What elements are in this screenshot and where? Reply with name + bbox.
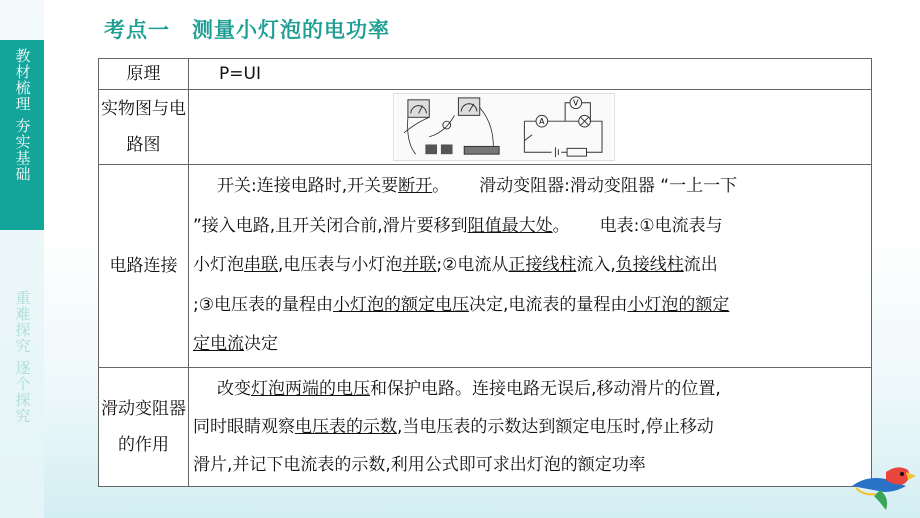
text-fragment: ;②电流从 (436, 255, 509, 275)
keyword-underlined: 阻值最大处 (467, 215, 553, 236)
diagram-cell (189, 90, 872, 165)
text-fragment: 。 (432, 176, 450, 196)
parrot-icon (846, 452, 918, 512)
circuit-diagram-image (393, 93, 615, 161)
page-title (104, 14, 390, 44)
circuit-connection-label: 电路连接 (99, 165, 189, 368)
keyword-underlined: 负接线柱 (615, 255, 684, 275)
text-fragment: ”接入电路,且开关闭合前,滑片要移到 (193, 215, 468, 236)
table-row (99, 165, 872, 368)
text-fragment: 决定 (244, 334, 278, 354)
keyword-underlined: 串联 (244, 255, 278, 275)
text-fragment: 小灯泡 (193, 255, 244, 275)
text-fragment: 电表:①电流表与 (599, 215, 723, 236)
svg-text:V: V (573, 98, 579, 108)
text-fragment: ,电压表与小灯泡 (278, 255, 403, 275)
svg-text:A: A (539, 117, 545, 127)
rheostat-role-label: 滑动变阻器的作用 (99, 367, 189, 486)
text-fragment: ;③电压表的量程由 (193, 294, 333, 315)
side-tab-basics-label: 教材梳理 夯实基础 (13, 48, 32, 182)
text-fragment: 改变 (217, 378, 251, 399)
diagram-label-text: 实物图与电路图 (101, 99, 186, 155)
diagram-label (99, 90, 189, 165)
title-point-label: 考点一 (104, 18, 170, 42)
principle-value: P=UI (189, 59, 872, 90)
keyword-underlined: 灯泡两端的电压 (251, 378, 370, 399)
side-tab-explore[interactable] (0, 290, 44, 470)
text-fragment: 开关:连接电路时,开关要 (217, 176, 399, 196)
content-table (98, 58, 872, 487)
text-fragment: 决定,电流表的量程由 (468, 294, 628, 315)
text-fragment: 流出 (683, 255, 718, 275)
keyword-underlined: 小灯泡的额定电压 (332, 294, 469, 315)
keyword-underlined: 并联 (402, 255, 437, 275)
keyword-underlined: 定电流 (193, 334, 244, 354)
side-navigation (0, 0, 44, 518)
principle-label: 原理 (99, 59, 189, 90)
keyword-underlined: 小灯泡的额定 (627, 294, 730, 315)
side-tab-explore-label: 重难探究 逐个探究 (13, 290, 32, 424)
title-text: 测量小灯泡的电功率 (192, 18, 390, 42)
text-fragment: 。 (552, 215, 570, 236)
table-row (99, 59, 872, 90)
text-fragment: ,当电压表的示数达到额定电压时,停止移动 (397, 416, 714, 437)
table-row (99, 90, 872, 165)
keyword-underlined: 正接线柱 (508, 255, 577, 275)
text-fragment: 和保护电路。连接电路无误后,移动滑片的位置, (370, 378, 721, 399)
rheostat-role-text (189, 367, 872, 486)
keyword-underlined: 断开 (398, 176, 433, 196)
table-row (99, 367, 872, 486)
side-tab-basics[interactable] (0, 40, 44, 230)
keyword-underlined: 电压表的示数 (295, 416, 397, 437)
text-fragment: 流入, (576, 255, 616, 275)
text-fragment: 同时眼睛观察 (193, 416, 295, 437)
text-fragment: 滑片,并记下电流表的示数,利用公式即可求出灯泡的额定功率 (193, 454, 646, 475)
circuit-connection-text (189, 165, 872, 368)
text-fragment: 滑动变阻器:滑动变阻器 “一上一下 (479, 176, 738, 196)
